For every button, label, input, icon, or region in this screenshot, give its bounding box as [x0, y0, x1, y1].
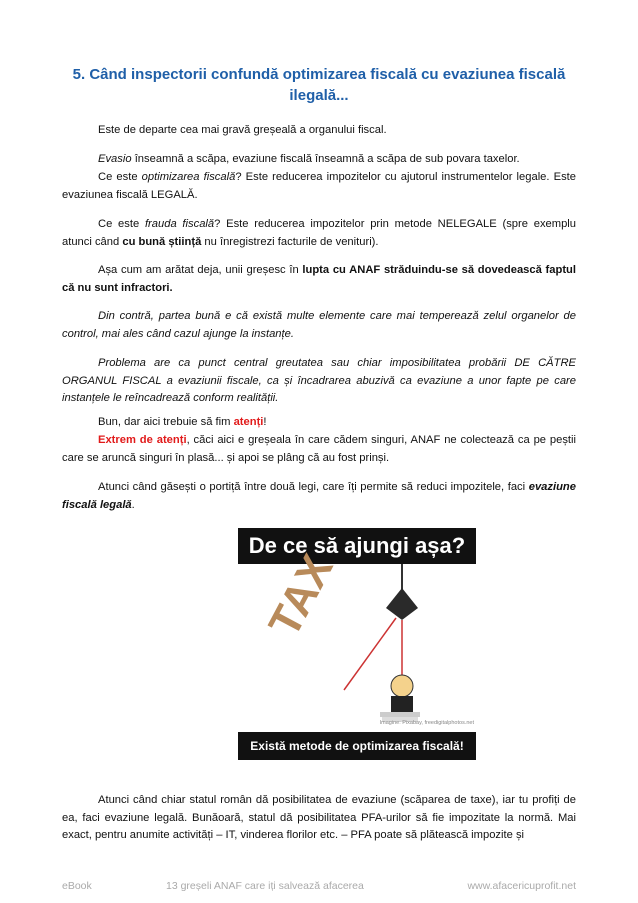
- paragraph-4: [62, 216, 576, 251]
- term-optimizare: optimizarea fiscală: [141, 171, 236, 183]
- emphasis-buna-stiinta: cu bună știință: [122, 235, 202, 248]
- paragraph-10-text-b: .: [131, 498, 135, 511]
- paragraph-3: [62, 169, 576, 204]
- paragraph-2-text: înseamnă a scăpa, evaziune fiscală înseamnă a scăpa de sub povara taxelor.: [131, 153, 520, 165]
- man-head-icon: [391, 675, 413, 697]
- section-title-line-2: ilegală...: [289, 87, 349, 104]
- term-evaziune-legala: evaziune fiscală legală: [62, 481, 576, 511]
- paragraph-10: [62, 479, 576, 514]
- paragraph-5-text: Așa cum am arătat deja, unii greșesc în: [98, 264, 303, 276]
- paragraph-1: Este de departe cea mai gravă greșeală a organului fiscal.: [98, 124, 387, 136]
- term-evasio: Evasio: [98, 153, 132, 165]
- emphasis-lupta-anaf: lupta cu ANAF străduindu-se să dovedească faptul că nu sunt infractori.: [62, 264, 576, 294]
- footer-center: 13 greșeli ANAF care iți salvează afacerea: [166, 880, 364, 892]
- paragraph-9-text: , căci aici e greșeala în care cădem singuri, ANAF ne colectează ca pe peștii care se aruncă singuri în plasă... și apoi se plâng că au fost prinși.: [62, 434, 576, 464]
- paragraph-2: [62, 151, 576, 169]
- paragraph-3-text-b: ? Este reducerea impozitelor cu ajutorul instrumentelor legale. Este evaziunea fiscală LEGALĂ.: [62, 171, 577, 201]
- paragraph-11: Atunci când chiar statul român dă posibilitatea de evaziune (scăparea de taxe), iar tu profiți de ea, faci evaziune legală. Bunăoară, statul dă posibilitatea PFA-urilor să fie impozitate la normă. Mai exact, pentru anumite activități – IT, vinderea florilor etc. – PFA poate să plătească impozite și: [62, 794, 576, 841]
- term-frauda: frauda fiscală: [144, 218, 215, 230]
- figure-bottom-banner: Există metode de optimizarea fiscală!: [238, 732, 476, 760]
- paragraph-3-text-a: Ce este: [98, 171, 142, 183]
- paragraph-8-text-b: !: [263, 416, 267, 428]
- paragraph-4-text-c: nu înregistrezi facturile de venituri).: [201, 235, 379, 248]
- emphasis-extrem-de-atenti: Extrem de atenți: [98, 434, 187, 446]
- tax-weight-icon: [260, 547, 343, 645]
- emphasis-atenti: atenți: [233, 416, 264, 428]
- paragraph-4-text-a: Ce este: [98, 218, 145, 230]
- section-title: [62, 64, 576, 106]
- paragraph-7: Problema are ca punct central greutatea sau chiar imposibilitatea probării DE CĂTRE ORGANUL FISCAL a evaziunii fiscale, ca și încadrarea abuzivă ca evaziune a unor fapte pe care instanțele le reîncadrează conform realității.: [62, 357, 576, 404]
- svg-text:TAX: TAX: [259, 546, 343, 645]
- paragraph-8: [62, 414, 576, 432]
- figure-top-banner: De ce să ajungi așa?: [238, 528, 476, 564]
- paragraph-9: [62, 432, 576, 467]
- illustration-figure: [234, 520, 480, 766]
- paragraph-6: Din contră, partea bună e că există multe elemente care mai tempereazӑ zelul organelor de control, mai ales când cazul ajunge la instanțe.: [62, 310, 576, 340]
- paragraph-4-text-b: ? Este reducerea impozitelor prin metode NELEGALE (spre exemplu atunci când: [62, 218, 577, 248]
- footer-right: www.afacericuprofit.net: [467, 880, 576, 892]
- pulley-weight-icon: [386, 588, 418, 620]
- paragraph-8-text-a: Bun, dar aici trebuie să fim: [98, 416, 234, 428]
- image-credit: Imagine: Pixabay, freedigitalphotos.net: [379, 720, 474, 726]
- hanging-man-illustration: [234, 520, 480, 766]
- paragraph-5: [62, 262, 576, 297]
- footer-left: eBook: [62, 880, 92, 892]
- section-title-line-1: 5. Când inspectorii confundă optimizarea fiscală cu evaziunea fiscală: [72, 66, 566, 83]
- paragraph-10-text-a: Atunci când găsești o portiță între două legi, care îți permite să reduci impozitele, faci: [98, 481, 529, 493]
